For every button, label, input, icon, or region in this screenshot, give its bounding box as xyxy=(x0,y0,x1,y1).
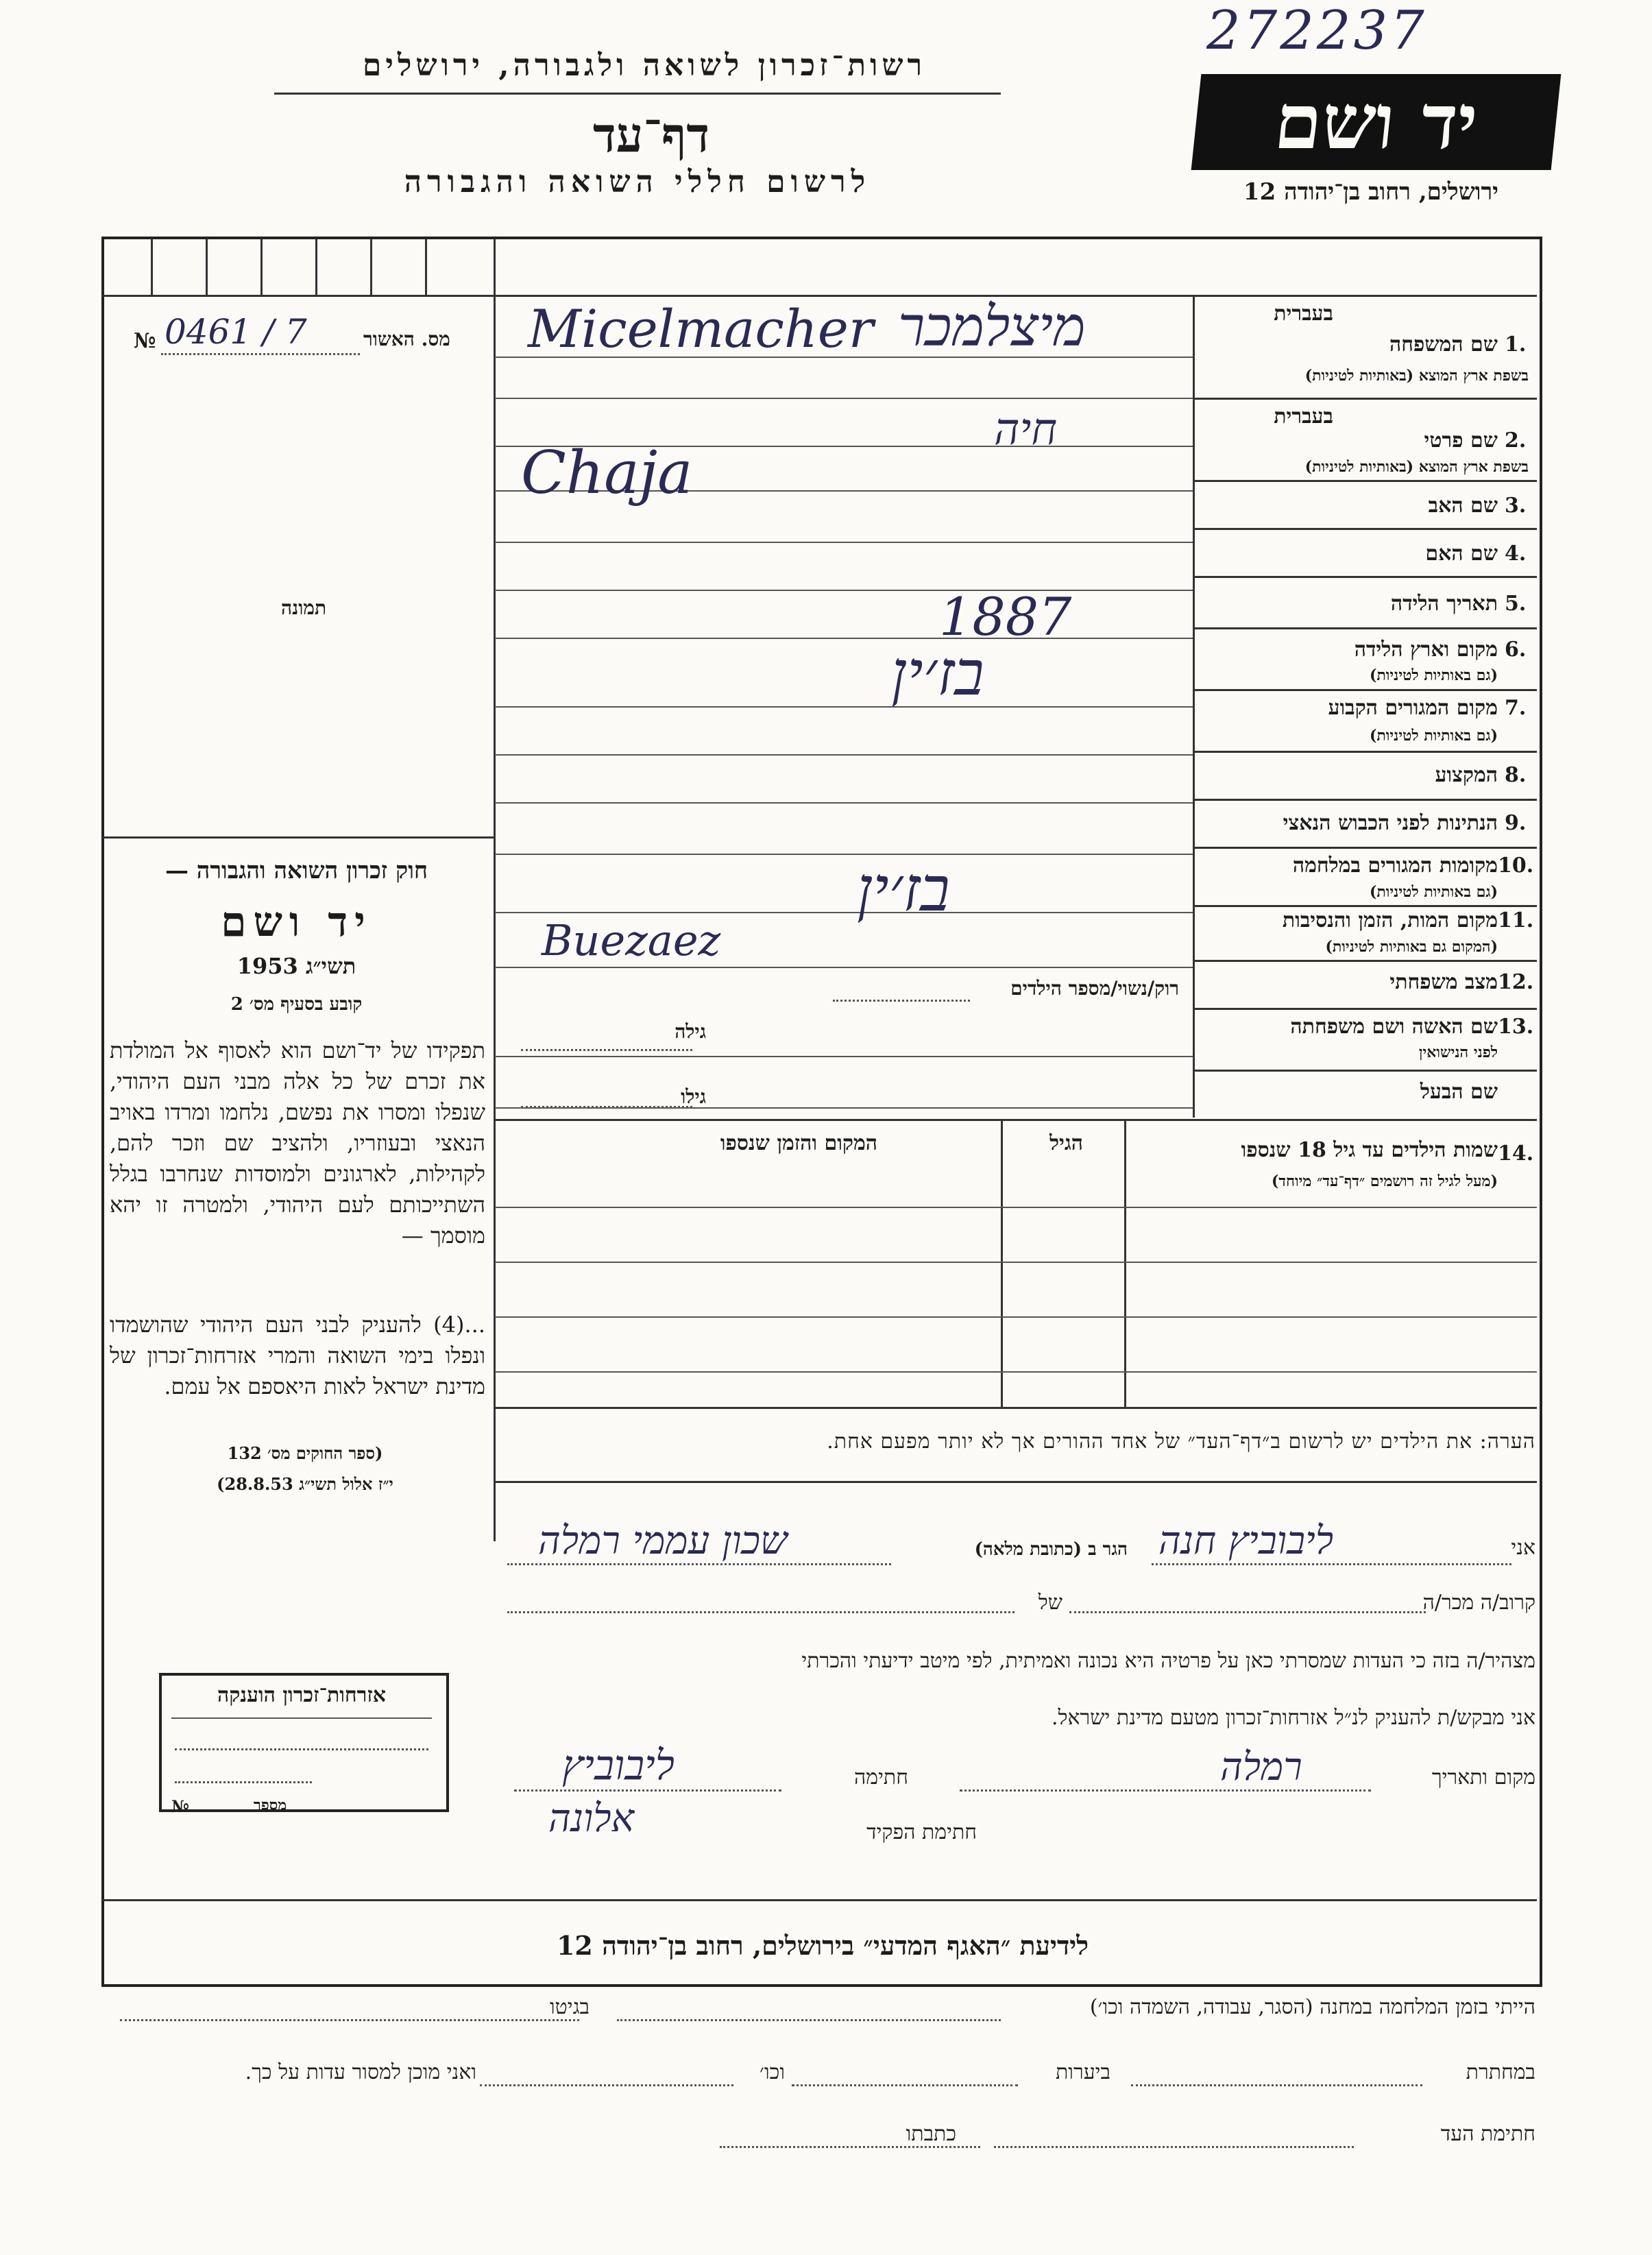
form-subtitle: לרשום חללי השואה והגבורה xyxy=(404,165,871,200)
field-9-label: הנתינות לפני הכבוש הנאצי xyxy=(1283,811,1498,835)
photo-label: תמונה xyxy=(281,596,327,619)
field-2-lang: בעברית xyxy=(1274,405,1333,429)
law-year: תשי״ג 1953 xyxy=(236,953,356,979)
authority-title: רשות־זכרון לשואה ולגבורה, ירושלים xyxy=(362,48,927,83)
children-number: 14. xyxy=(1498,1142,1534,1166)
note: הערה: את הילדים יש לרשום ב״דף־העד״ של אחד ההורים אך לא יותר מפעם אחת. xyxy=(827,1430,1535,1454)
field-7-number: 7. xyxy=(1505,696,1527,720)
law-paragraph-1: תפקידו של יד־ושם הוא לאסוף אל המולדת את זכרם של כל אלה מבני העם היהודי, שנפלו ומסרו את נפשם, נלחמו ומרדו באויב הנאצי ובעוזריו, ולהציב שם וזכר להם, לקהילות, לארגונים ולמוסדות שנחרבו בגלל השתייכותם לעם היהודי, ולמטרה זו יהא מוסמך — xyxy=(110,1037,485,1249)
field-11-label: מקום המות, הזמן והנסיבות xyxy=(1282,908,1498,932)
field-2-value-latin: Chaja xyxy=(521,439,693,507)
field-6-number: 6. xyxy=(1505,638,1527,662)
science-title: לידיעת ״האגף המדעי״ בירושלים, רחוב בן־יהודה 12 xyxy=(556,1930,1089,1961)
field-12-number: 12. xyxy=(1498,970,1534,994)
law-name: יד ושם xyxy=(221,898,372,946)
field-7-sublabel: (גם באותיות לטיניות) xyxy=(1369,727,1498,745)
science-ghetto-label: בגיטו xyxy=(549,1995,590,2019)
field-2-value-hebrew: חיה xyxy=(994,405,1058,455)
certificate-no-mark: № xyxy=(171,1796,190,1816)
science-line1: הייתי בזמן המלחמה במחנה (הסגר, עבודה, השמדה וכו׳) xyxy=(1089,1995,1535,2019)
science-forests-label: ביערות xyxy=(1055,2060,1110,2084)
place-date-label: מקום ותאריך xyxy=(1431,1765,1535,1789)
approval-number: 0461 / 7 xyxy=(165,312,307,352)
law-source-2: י״ז אלול תשי״ג 28.8.53) xyxy=(217,1474,393,1494)
field-8-label: המקצוע xyxy=(1435,763,1498,787)
signature-label: חתימה xyxy=(854,1765,908,1789)
field-4-number: 4. xyxy=(1505,542,1527,566)
approval-no-mark: № xyxy=(134,329,156,353)
archive-stamp-number: 272237 xyxy=(1206,0,1427,62)
science-testimony-label: ואני מוכן למסור עדות על כך. xyxy=(245,2060,476,2084)
children-place-header: המקום והזמן שנספו xyxy=(720,1131,877,1155)
children-sublabel: (מעל לגיל זה רושמים ״דף־עד״ מיוחד) xyxy=(1271,1172,1498,1190)
field-11-number: 11. xyxy=(1498,908,1534,932)
yad-vashem-logo: יד ושם xyxy=(1191,74,1562,170)
field-5-value: 1887 xyxy=(939,586,1072,647)
certificate-title: אזרחות־זכרון הוענקה xyxy=(217,1683,387,1707)
decl-address: שכון עממי רמלה xyxy=(538,1519,788,1563)
field-5-number: 5. xyxy=(1505,592,1527,616)
husband-label: שם הבעל xyxy=(1420,1080,1498,1104)
clerk-signature-scribble: אלונה xyxy=(548,1796,635,1841)
husband-age-label: גילו xyxy=(681,1085,706,1108)
decl-residing-label: הגר ב (כתובת מלאה) xyxy=(974,1539,1128,1560)
field-10-value: בז׳ין xyxy=(857,854,950,926)
science-etc-label: וכו׳ xyxy=(760,2060,785,2084)
law-title: חוק זכרון השואה והגבורה — xyxy=(165,857,428,884)
science-underground-label: במחתרת xyxy=(1466,2060,1535,2084)
field-1-lang: בעברית xyxy=(1274,302,1333,326)
form-title: דף־עד xyxy=(592,106,709,163)
field-3-number: 3. xyxy=(1505,494,1527,518)
law-paragraph-2: ...(4) להעניק לבני העם היהודי שהושמדו ונפלו בימי השואה והמרי אזרחות־זכרון של מדינת ישראל לאות היאספם אל עמם. xyxy=(110,1312,485,1399)
address: ירושלים, רחוב בן־יהודה 12 xyxy=(1243,178,1499,206)
decl-name: ליבוביץ חנה xyxy=(1158,1519,1334,1563)
field-3-label: שם האב xyxy=(1428,494,1498,518)
decl-relative-label: קרוב/ה מכר/ה xyxy=(1422,1591,1535,1615)
field-1-sublabel: בשפת ארץ המוצא (באותיות לטיניות) xyxy=(1304,367,1529,385)
field-13-age-label: גילה xyxy=(675,1020,706,1043)
field-13-label: שם האשה ושם משפחתה xyxy=(1290,1015,1498,1039)
field-10-sublabel: (גם באותיות לטיניות) xyxy=(1369,883,1498,901)
field-6-sublabel: (גם באותיות לטיניות) xyxy=(1369,666,1498,684)
field-1-number: 1. xyxy=(1505,333,1527,357)
field-13-number: 13. xyxy=(1498,1015,1534,1039)
law-source-1: (ספר החוקים מס׳ 132 xyxy=(227,1443,383,1463)
children-label: שמות הילדים עד גיל 18 שנספו xyxy=(1241,1138,1498,1162)
field-10-label: מקומות המגורים במלחמה xyxy=(1292,854,1498,878)
field-1-value-hebrew: מיצלמכר xyxy=(898,295,1086,359)
field-5-label: תאריך הלידה xyxy=(1390,592,1498,616)
field-6-label: מקום וארץ הלידה xyxy=(1354,638,1498,662)
field-11-value: Buezaez xyxy=(542,915,721,965)
decl-of-label: של xyxy=(1038,1591,1062,1615)
certificate-number-label: מספר xyxy=(254,1796,287,1814)
decl-statement: מצהיר/ה בזה כי העדות שמסרתי כאן על פרטיה היא נכונה ואמיתית, לפי מיטב ידיעתי והכרתי xyxy=(801,1649,1535,1673)
header-rule xyxy=(274,93,1001,95)
decl-request: אני מבקש/ת להעניק לנ״ל אזרחות־זכרון מטעם מדינת ישראל. xyxy=(1051,1706,1535,1730)
field-1-label: שם המשפחה xyxy=(1389,333,1498,357)
science-witness-signature-label: חתימת העד xyxy=(1440,2122,1535,2146)
field-12-label: מצב משפחתי xyxy=(1389,970,1498,994)
clerk-signature-label: חתימת הפקיד xyxy=(866,1820,977,1844)
place-date-value: רמלה xyxy=(1220,1745,1302,1789)
children-age-header: הגיל xyxy=(1049,1131,1083,1155)
field-7-label: מקום המגורים הקבוע xyxy=(1328,696,1498,720)
approval-label: מס. האשור xyxy=(363,328,450,350)
field-6-value: בז׳ין xyxy=(891,638,984,710)
field-1-value-latin: Micelmacher xyxy=(528,298,874,359)
law-clause: קובע בסעיף מס׳ 2 xyxy=(230,994,363,1015)
field-9-number: 9. xyxy=(1505,811,1527,835)
decl-i: אני xyxy=(1511,1536,1535,1560)
field-12-children-label: רוק/נשוי/מספר הילדים xyxy=(1010,977,1179,1000)
field-2-number: 2. xyxy=(1505,429,1527,453)
field-8-number: 8. xyxy=(1505,763,1527,787)
left-column-divider xyxy=(494,239,496,1541)
label-column-divider xyxy=(1193,295,1195,1118)
science-address-label: כתבתו xyxy=(906,2122,956,2146)
signature-scribble: ליבוביץ xyxy=(562,1741,675,1789)
field-11-sublabel: (המקום גם באותיות לטיניות) xyxy=(1325,938,1498,956)
field-10-number: 10. xyxy=(1498,854,1534,878)
field-4-label: שם האם xyxy=(1425,542,1498,566)
field-2-sublabel: בשפת ארץ המוצא (באותיות לטיניות) xyxy=(1304,458,1529,476)
field-13-sublabel: לפני הנישואין xyxy=(1418,1044,1498,1061)
field-2-label: שם פרטי xyxy=(1424,429,1498,453)
